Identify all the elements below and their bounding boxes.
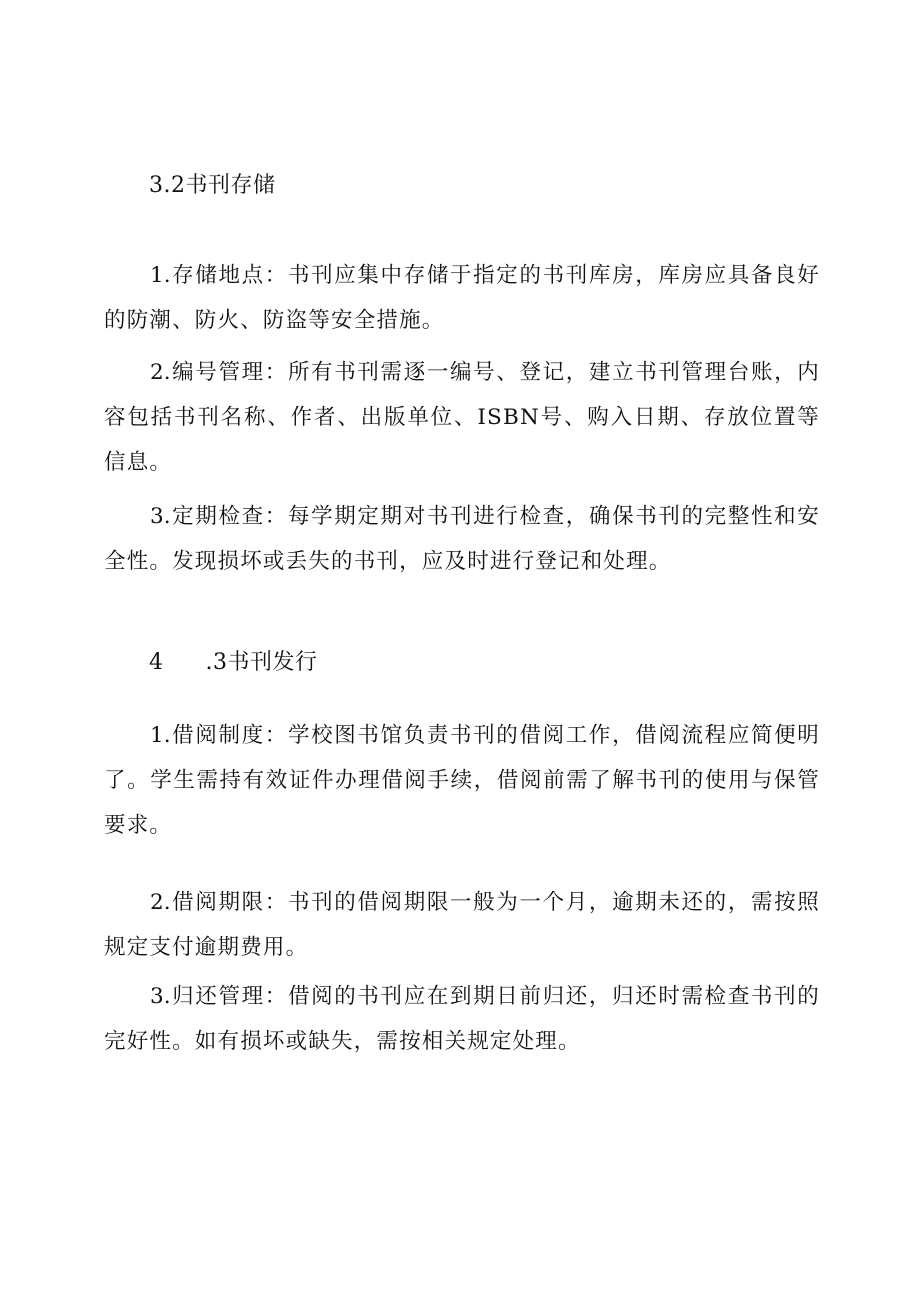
paragraph-return-management	[104, 974, 820, 1064]
item-text: .编号管理：所有书刊需逐一编号、登记，建立书刊管理台账，内容包括书刊名称、作者、出版单位、ISBN号、购入日期、存放位置等信息。	[104, 360, 820, 475]
item-number: 2	[150, 890, 164, 915]
heading-text: 3.2书刊存储	[149, 173, 276, 198]
item-number: 3	[150, 984, 164, 1009]
item-number: 3	[150, 504, 164, 529]
item-number: 1	[150, 263, 164, 288]
section-heading-4-3	[149, 648, 318, 678]
item-number: 1	[150, 723, 164, 748]
paragraph-borrowing-system	[104, 713, 820, 848]
paragraph-borrowing-period	[104, 880, 820, 970]
paragraph-numbering-management	[104, 350, 820, 485]
section-heading-3-2	[149, 171, 276, 201]
paragraph-storage-location	[104, 253, 820, 343]
heading-text: .3书刊发行	[205, 650, 318, 675]
item-text: .借阅期限：书刊的借阅期限一般为一个月，逾期未还的，需按照规定支付逾期费用。	[104, 890, 820, 960]
paragraph-periodic-inspection	[104, 494, 820, 584]
heading-number: 4	[149, 650, 164, 675]
item-text: .归还管理：借阅的书刊应在到期日前归还，归还时需检查书刊的完好性。如有损坏或缺失，需按相关规定处理。	[104, 984, 820, 1054]
item-text: .存储地点：书刊应集中存储于指定的书刊库房，库房应具备良好的防潮、防火、防盗等安全措施。	[104, 263, 820, 333]
item-text: .借阅制度：学校图书馆负责书刊的借阅工作，借阅流程应简便明了。学生需持有效证件办理借阅手续，借阅前需了解书刊的使用与保管要求。	[104, 723, 820, 838]
item-number: 2	[150, 360, 164, 385]
item-text: .定期检查：每学期定期对书刊进行检查，确保书刊的完整性和安全性。发现损坏或丢失的书刊，应及时进行登记和处理。	[104, 504, 820, 574]
